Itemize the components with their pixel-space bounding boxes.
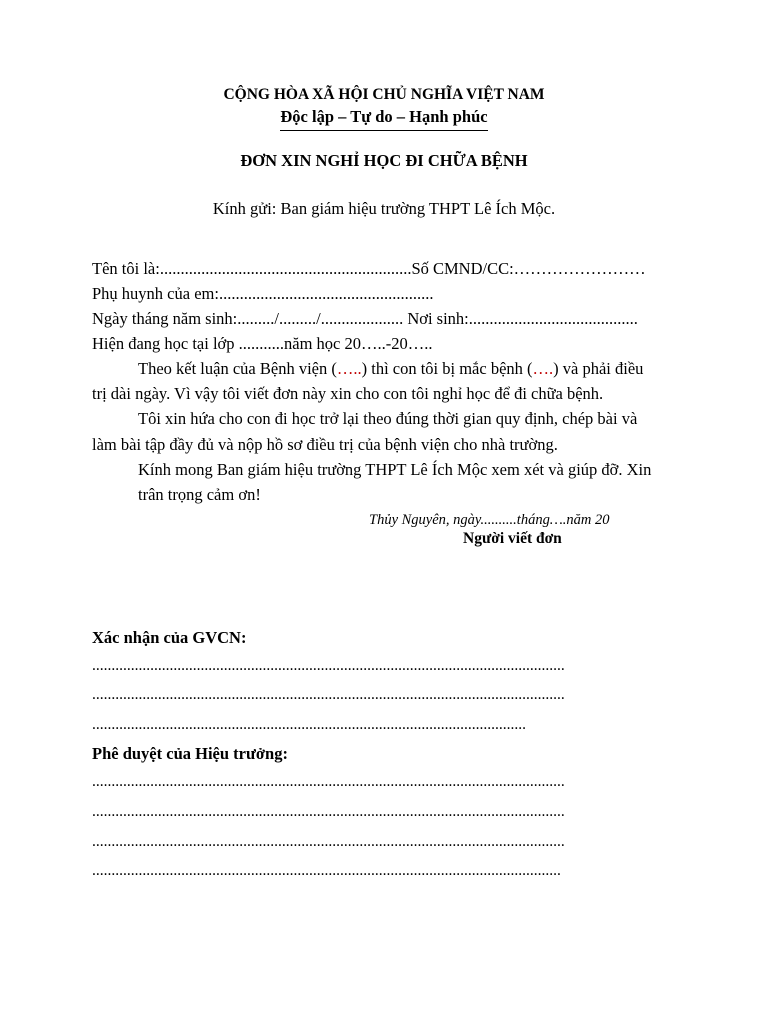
country-name: CỘNG HÒA XÃ HỘI CHỦ NGHĨA VIỆT NAM [223, 86, 545, 103]
motto [0, 107, 768, 131]
disease-placeholder: …. [532, 359, 554, 378]
paragraph-3-line-1: Kính mong Ban giám hiệu trường THPT Lê Ích Mộc xem xét và giúp đỡ. Xin [138, 460, 652, 479]
name-id-field: Tên tôi là:.............................................................Số CMND/CC:…………………… [92, 259, 646, 278]
recipient-line: Kính gửi: Ban giám hiệu trường THPT Lê Ích Mộc. [212, 199, 556, 218]
paragraph-2-line-1: Tôi xin hứa cho con đi học trở lại theo đúng thời gian quy định, chép bài và [138, 409, 638, 428]
paragraph-2-line-2: làm bài tập đầy đủ và nộp hồ sơ điều trị của bệnh viện cho nhà trường. [92, 435, 558, 454]
p1-text-a: Theo kết luận của Bệnh viện ( [138, 359, 337, 378]
paragraph-3-line-2: trân trọng cảm ơn! [138, 485, 261, 504]
principal-dotted-line: .......................................................................................................................... [92, 773, 565, 790]
class-year-field: Hiện đang học tại lớp ...........năm học 20…..-20….. [92, 334, 433, 353]
parent-of-field: Phụ huynh của em:.................................................... [92, 284, 434, 303]
gvcn-label: Xác nhận của GVCN: [92, 628, 247, 647]
signer-label: Người viết đơn [463, 530, 562, 547]
gvcn-dotted-line: .......................................................................................................................... [92, 657, 565, 674]
p1-text-e: ) và phải điều [553, 359, 644, 378]
gvcn-dotted-line: .......................................................................................................................... [92, 686, 565, 703]
paragraph-1-line-1 [138, 359, 643, 379]
dob-birthplace-field: Ngày tháng năm sinh:........./........./.................... Nơi sinh:......................................... [92, 309, 638, 328]
paragraph-1-line-2: trị dài ngày. Vì vậy tôi viết đơn này xin cho con tôi nghỉ học để đi chữa bệnh. [92, 384, 604, 403]
motto-text: Độc lập – Tự do – Hạnh phúc [280, 107, 487, 131]
principal-dotted-line: .......................................................................................................................... [92, 803, 565, 820]
principal-label: Phê duyệt của Hiệu trưởng: [92, 744, 288, 763]
principal-dotted-line: .......................................................................................................................... [92, 833, 565, 850]
signature-place-date: Thủy Nguyên, ngày..........tháng….năm 20 [369, 512, 610, 528]
principal-dotted-line: ......................................................................................................................... [92, 862, 561, 879]
hospital-placeholder: ….. [336, 359, 362, 378]
gvcn-dotted-line: ................................................................................................................ [92, 716, 526, 733]
p1-text-c: ) thì con tôi bị mắc bệnh ( [361, 359, 533, 378]
document-title: ĐƠN XIN NGHỈ HỌC ĐI CHỮA BỆNH [240, 151, 528, 170]
